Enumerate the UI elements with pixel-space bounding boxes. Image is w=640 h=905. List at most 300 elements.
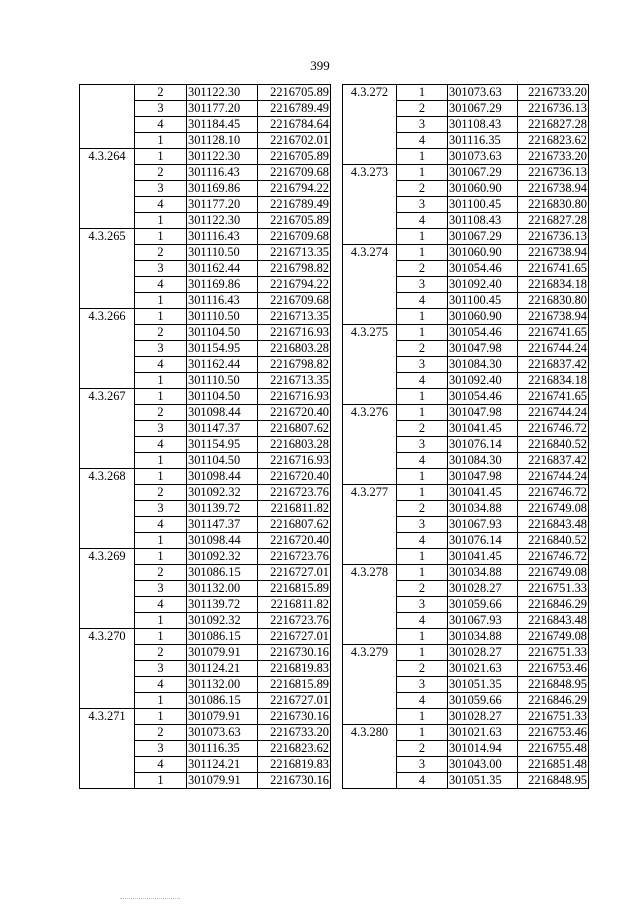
coordinate-row xyxy=(80,565,331,581)
coordinate-row xyxy=(80,277,331,293)
point-number: 3 xyxy=(135,261,187,277)
parcel-id: 4.3.264 xyxy=(80,149,135,165)
coordinate-row xyxy=(343,725,589,741)
y-coordinate: 2216741.65 xyxy=(518,325,589,341)
parcel-id: 4.3.267 xyxy=(80,389,135,405)
point-number: 3 xyxy=(397,517,448,533)
y-coordinate: 2216749.08 xyxy=(518,629,589,645)
coordinate-row xyxy=(343,757,589,773)
x-coordinate: 301041.45 xyxy=(448,549,518,565)
coordinate-row xyxy=(343,453,589,469)
x-coordinate: 301067.93 xyxy=(448,613,518,629)
x-coordinate: 301047.98 xyxy=(448,405,518,421)
coordinate-row xyxy=(343,149,589,165)
y-coordinate: 2216741.65 xyxy=(518,389,589,405)
parcel-id-empty xyxy=(343,597,397,613)
x-coordinate: 301092.40 xyxy=(448,373,518,389)
y-coordinate: 2216807.62 xyxy=(258,517,331,533)
point-number: 4 xyxy=(397,453,448,469)
y-coordinate: 2216840.52 xyxy=(518,437,589,453)
y-coordinate: 2216744.24 xyxy=(518,469,589,485)
coordinate-row xyxy=(80,517,331,533)
parcel-id-empty xyxy=(80,405,135,421)
y-coordinate: 2216733.20 xyxy=(518,85,589,101)
x-coordinate: 301084.30 xyxy=(448,357,518,373)
point-number: 4 xyxy=(397,293,448,309)
x-coordinate: 301067.29 xyxy=(448,165,518,181)
coordinate-row xyxy=(343,389,589,405)
point-number: 3 xyxy=(397,677,448,693)
point-number: 4 xyxy=(135,517,187,533)
x-coordinate: 301139.72 xyxy=(187,501,258,517)
x-coordinate: 301098.44 xyxy=(187,405,258,421)
x-coordinate: 301047.98 xyxy=(448,341,518,357)
parcel-id-empty xyxy=(343,277,397,293)
x-coordinate: 301116.43 xyxy=(187,229,258,245)
y-coordinate: 2216749.08 xyxy=(518,501,589,517)
parcel-id-empty xyxy=(343,469,397,485)
coordinate-row xyxy=(343,373,589,389)
coordinate-row xyxy=(80,293,331,309)
y-coordinate: 2216727.01 xyxy=(258,629,331,645)
point-number: 4 xyxy=(397,373,448,389)
y-coordinate: 2216823.62 xyxy=(518,133,589,149)
y-coordinate: 2216736.13 xyxy=(518,101,589,117)
x-coordinate: 301059.66 xyxy=(448,693,518,709)
point-number: 2 xyxy=(135,165,187,181)
y-coordinate: 2216716.93 xyxy=(258,453,331,469)
coordinate-row xyxy=(343,629,589,645)
page-number: 399 xyxy=(310,58,330,73)
parcel-id-empty xyxy=(343,181,397,197)
x-coordinate: 301162.44 xyxy=(187,261,258,277)
point-number: 2 xyxy=(397,501,448,517)
x-coordinate: 301079.91 xyxy=(187,709,258,725)
y-coordinate: 2216753.46 xyxy=(518,725,589,741)
parcel-id-empty xyxy=(343,197,397,213)
y-coordinate: 2216851.48 xyxy=(518,757,589,773)
parcel-id-empty xyxy=(343,213,397,229)
x-coordinate: 301084.30 xyxy=(448,453,518,469)
coordinate-row xyxy=(80,773,331,789)
x-coordinate: 301104.50 xyxy=(187,325,258,341)
parcel-id-empty xyxy=(80,645,135,661)
x-coordinate: 301116.43 xyxy=(187,293,258,309)
x-coordinate: 301132.00 xyxy=(187,581,258,597)
coordinate-row xyxy=(343,165,589,181)
parcel-id xyxy=(80,85,135,101)
coordinate-row xyxy=(343,325,589,341)
point-number: 1 xyxy=(135,389,187,405)
point-number: 2 xyxy=(135,565,187,581)
point-number: 1 xyxy=(135,309,187,325)
coordinate-row xyxy=(80,165,331,181)
x-coordinate: 301086.15 xyxy=(187,565,258,581)
y-coordinate: 2216713.35 xyxy=(258,245,331,261)
x-coordinate: 301104.50 xyxy=(187,389,258,405)
parcel-id-empty xyxy=(343,149,397,165)
y-coordinate: 2216713.35 xyxy=(258,373,331,389)
y-coordinate: 2216720.40 xyxy=(258,405,331,421)
y-coordinate: 2216834.18 xyxy=(518,373,589,389)
point-number: 3 xyxy=(397,437,448,453)
point-number: 3 xyxy=(135,341,187,357)
x-coordinate: 301073.63 xyxy=(448,149,518,165)
parcel-id-empty xyxy=(343,661,397,677)
parcel-id-empty xyxy=(80,325,135,341)
point-number: 1 xyxy=(397,645,448,661)
x-coordinate: 301034.88 xyxy=(448,629,518,645)
y-coordinate: 2216727.01 xyxy=(258,565,331,581)
y-coordinate: 2216815.89 xyxy=(258,581,331,597)
y-coordinate: 2216730.16 xyxy=(258,773,331,789)
x-coordinate: 301086.15 xyxy=(187,693,258,709)
point-number: 1 xyxy=(397,229,448,245)
x-coordinate: 301086.15 xyxy=(187,629,258,645)
coordinate-row xyxy=(343,181,589,197)
point-number: 1 xyxy=(135,149,187,165)
parcel-id-empty xyxy=(80,245,135,261)
point-number: 1 xyxy=(397,245,448,261)
x-coordinate: 301108.43 xyxy=(448,213,518,229)
point-number: 1 xyxy=(397,469,448,485)
parcel-id-empty xyxy=(80,197,135,213)
x-coordinate: 301028.27 xyxy=(448,709,518,725)
parcel-id-empty xyxy=(343,741,397,757)
coordinate-row xyxy=(80,85,331,101)
y-coordinate: 2216755.48 xyxy=(518,741,589,757)
x-coordinate: 301092.32 xyxy=(187,549,258,565)
x-coordinate: 301076.14 xyxy=(448,437,518,453)
parcel-id-empty xyxy=(343,389,397,405)
point-number: 3 xyxy=(135,181,187,197)
x-coordinate: 301122.30 xyxy=(187,85,258,101)
parcel-id-empty xyxy=(343,677,397,693)
parcel-id-empty xyxy=(80,517,135,533)
x-coordinate: 301034.88 xyxy=(448,501,518,517)
x-coordinate: 301132.00 xyxy=(187,677,258,693)
x-coordinate: 301054.46 xyxy=(448,325,518,341)
parcel-id-empty xyxy=(343,293,397,309)
x-coordinate: 301116.35 xyxy=(187,741,258,757)
x-coordinate: 301021.63 xyxy=(448,725,518,741)
parcel-id: 4.3.276 xyxy=(343,405,397,421)
coordinate-row xyxy=(80,597,331,613)
parcel-id-empty xyxy=(80,485,135,501)
parcel-id-empty xyxy=(80,357,135,373)
parcel-id-empty xyxy=(343,117,397,133)
coordinates-table-right xyxy=(342,84,589,789)
point-number: 3 xyxy=(397,277,448,293)
parcel-id-empty xyxy=(343,757,397,773)
parcel-id: 4.3.277 xyxy=(343,485,397,501)
parcel-id-empty xyxy=(80,501,135,517)
point-number: 4 xyxy=(397,133,448,149)
x-coordinate: 301060.90 xyxy=(448,181,518,197)
coordinate-row xyxy=(343,437,589,453)
point-number: 3 xyxy=(397,357,448,373)
parcel-id-empty xyxy=(80,101,135,117)
parcel-id-empty xyxy=(80,597,135,613)
parcel-id-empty xyxy=(80,565,135,581)
x-coordinate: 301051.35 xyxy=(448,677,518,693)
point-number: 3 xyxy=(397,597,448,613)
parcel-id-empty xyxy=(80,213,135,229)
y-coordinate: 2216720.40 xyxy=(258,533,331,549)
parcel-id-empty xyxy=(80,181,135,197)
point-number: 2 xyxy=(135,85,187,101)
point-number: 1 xyxy=(135,293,187,309)
point-number: 1 xyxy=(135,693,187,709)
x-coordinate: 301124.21 xyxy=(187,757,258,773)
point-number: 2 xyxy=(397,261,448,277)
coordinate-row xyxy=(80,741,331,757)
y-coordinate: 2216746.72 xyxy=(518,421,589,437)
parcel-id: 4.3.278 xyxy=(343,565,397,581)
x-coordinate: 301067.29 xyxy=(448,101,518,117)
parcel-id-empty xyxy=(80,613,135,629)
y-coordinate: 2216789.49 xyxy=(258,197,331,213)
x-coordinate: 301169.86 xyxy=(187,277,258,293)
point-number: 1 xyxy=(135,533,187,549)
y-coordinate: 2216803.28 xyxy=(258,437,331,453)
point-number: 1 xyxy=(397,725,448,741)
y-coordinate: 2216736.13 xyxy=(518,165,589,181)
point-number: 4 xyxy=(397,213,448,229)
x-coordinate: 301139.72 xyxy=(187,597,258,613)
x-coordinate: 301079.91 xyxy=(187,773,258,789)
y-coordinate: 2216744.24 xyxy=(518,341,589,357)
coordinate-row xyxy=(80,213,331,229)
x-coordinate: 301110.50 xyxy=(187,245,258,261)
point-number: 3 xyxy=(135,101,187,117)
point-number: 3 xyxy=(135,581,187,597)
parcel-id-empty xyxy=(80,437,135,453)
point-number: 1 xyxy=(135,213,187,229)
y-coordinate: 2216827.28 xyxy=(518,117,589,133)
x-coordinate: 301028.27 xyxy=(448,645,518,661)
parcel-id-empty xyxy=(80,677,135,693)
parcel-id-empty xyxy=(80,117,135,133)
x-coordinate: 301116.43 xyxy=(187,165,258,181)
coordinate-row xyxy=(343,309,589,325)
coordinate-row xyxy=(343,245,589,261)
coordinate-row xyxy=(80,261,331,277)
point-number: 4 xyxy=(135,357,187,373)
coordinate-row xyxy=(80,693,331,709)
x-coordinate: 301116.35 xyxy=(448,133,518,149)
parcel-id: 4.3.274 xyxy=(343,245,397,261)
coordinate-row xyxy=(80,133,331,149)
parcel-id-empty xyxy=(343,549,397,565)
parcel-id-empty xyxy=(343,517,397,533)
coordinate-row xyxy=(80,405,331,421)
y-coordinate: 2216848.95 xyxy=(518,773,589,789)
point-number: 1 xyxy=(397,85,448,101)
x-coordinate: 301154.95 xyxy=(187,437,258,453)
x-coordinate: 301147.37 xyxy=(187,517,258,533)
point-number: 2 xyxy=(397,661,448,677)
coordinate-row xyxy=(80,757,331,773)
y-coordinate: 2216705.89 xyxy=(258,213,331,229)
y-coordinate: 2216830.80 xyxy=(518,197,589,213)
x-coordinate: 301034.88 xyxy=(448,565,518,581)
parcel-id-empty xyxy=(343,421,397,437)
coordinate-row xyxy=(343,101,589,117)
y-coordinate: 2216727.01 xyxy=(258,693,331,709)
parcel-id-empty xyxy=(80,533,135,549)
point-number: 1 xyxy=(397,565,448,581)
point-number: 2 xyxy=(135,245,187,261)
x-coordinate: 301076.14 xyxy=(448,533,518,549)
x-coordinate: 301067.93 xyxy=(448,517,518,533)
coordinate-row xyxy=(343,741,589,757)
x-coordinate: 301177.20 xyxy=(187,101,258,117)
coordinate-row xyxy=(343,357,589,373)
y-coordinate: 2216749.08 xyxy=(518,565,589,581)
coordinate-row xyxy=(343,517,589,533)
coordinate-row xyxy=(80,709,331,725)
y-coordinate: 2216702.01 xyxy=(258,133,331,149)
y-coordinate: 2216720.40 xyxy=(258,469,331,485)
coordinate-row xyxy=(80,197,331,213)
x-coordinate: 301041.45 xyxy=(448,421,518,437)
y-coordinate: 2216751.33 xyxy=(518,645,589,661)
coordinate-row xyxy=(343,613,589,629)
y-coordinate: 2216730.16 xyxy=(258,709,331,725)
x-coordinate: 301060.90 xyxy=(448,245,518,261)
point-number: 4 xyxy=(397,533,448,549)
parcel-id-empty xyxy=(343,373,397,389)
x-coordinate: 301047.98 xyxy=(448,469,518,485)
parcel-id-empty xyxy=(80,581,135,597)
point-number: 1 xyxy=(135,133,187,149)
parcel-id-empty xyxy=(80,757,135,773)
x-coordinate: 301092.32 xyxy=(187,485,258,501)
parcel-id-empty xyxy=(80,341,135,357)
parcel-id: 4.3.269 xyxy=(80,549,135,565)
parcel-id: 4.3.280 xyxy=(343,725,397,741)
point-number: 1 xyxy=(397,709,448,725)
parcel-id-empty xyxy=(80,261,135,277)
y-coordinate: 2216716.93 xyxy=(258,389,331,405)
y-coordinate: 2216843.48 xyxy=(518,517,589,533)
parcel-id-empty xyxy=(343,133,397,149)
y-coordinate: 2216819.83 xyxy=(258,757,331,773)
y-coordinate: 2216815.89 xyxy=(258,677,331,693)
coordinate-row xyxy=(343,645,589,661)
point-number: 2 xyxy=(397,421,448,437)
y-coordinate: 2216751.33 xyxy=(518,581,589,597)
x-coordinate: 301110.50 xyxy=(187,309,258,325)
parcel-id-empty xyxy=(343,453,397,469)
x-coordinate: 301169.86 xyxy=(187,181,258,197)
point-number: 1 xyxy=(397,309,448,325)
coordinate-row xyxy=(80,453,331,469)
point-number: 1 xyxy=(397,389,448,405)
parcel-id: 4.3.266 xyxy=(80,309,135,325)
coordinate-row xyxy=(80,661,331,677)
point-number: 2 xyxy=(135,725,187,741)
coordinate-row xyxy=(343,485,589,501)
y-coordinate: 2216843.48 xyxy=(518,613,589,629)
x-coordinate: 301100.45 xyxy=(448,197,518,213)
y-coordinate: 2216709.68 xyxy=(258,229,331,245)
coordinate-row xyxy=(80,229,331,245)
y-coordinate: 2216744.24 xyxy=(518,405,589,421)
coordinate-row xyxy=(343,693,589,709)
coordinate-row xyxy=(80,357,331,373)
coordinate-row xyxy=(343,213,589,229)
y-coordinate: 2216733.20 xyxy=(518,149,589,165)
coordinate-row xyxy=(343,117,589,133)
point-number: 2 xyxy=(135,645,187,661)
x-coordinate: 301092.32 xyxy=(187,613,258,629)
y-coordinate: 2216709.68 xyxy=(258,293,331,309)
point-number: 3 xyxy=(135,421,187,437)
y-coordinate: 2216738.94 xyxy=(518,309,589,325)
coordinate-row xyxy=(343,501,589,517)
coordinate-row xyxy=(343,229,589,245)
coordinate-row xyxy=(80,629,331,645)
coordinate-row xyxy=(80,181,331,197)
parcel-id-empty xyxy=(343,709,397,725)
coordinate-row xyxy=(80,677,331,693)
x-coordinate: 301098.44 xyxy=(187,533,258,549)
x-coordinate: 301041.45 xyxy=(448,485,518,501)
point-number: 4 xyxy=(397,613,448,629)
coordinate-row xyxy=(80,501,331,517)
point-number: 1 xyxy=(397,629,448,645)
point-number: 2 xyxy=(135,405,187,421)
coordinate-row xyxy=(343,597,589,613)
parcel-id: 4.3.265 xyxy=(80,229,135,245)
coordinate-row xyxy=(343,405,589,421)
x-coordinate: 301110.50 xyxy=(187,373,258,389)
parcel-id-empty xyxy=(343,229,397,245)
x-coordinate: 301054.46 xyxy=(448,389,518,405)
point-number: 1 xyxy=(397,325,448,341)
x-coordinate: 301128.10 xyxy=(187,133,258,149)
x-coordinate: 301014.94 xyxy=(448,741,518,757)
y-coordinate: 2216705.89 xyxy=(258,149,331,165)
coordinate-row xyxy=(80,149,331,165)
x-coordinate: 301154.95 xyxy=(187,341,258,357)
parcel-id-empty xyxy=(80,725,135,741)
coordinate-row xyxy=(80,725,331,741)
point-number: 1 xyxy=(397,165,448,181)
coordinate-row xyxy=(80,437,331,453)
parcel-id: 4.3.271 xyxy=(80,709,135,725)
x-coordinate: 301124.21 xyxy=(187,661,258,677)
point-number: 4 xyxy=(135,117,187,133)
parcel-id-empty xyxy=(80,373,135,389)
parcel-id-empty xyxy=(80,165,135,181)
coordinate-row xyxy=(343,85,589,101)
coordinate-row xyxy=(343,277,589,293)
y-coordinate: 2216741.65 xyxy=(518,261,589,277)
point-number: 1 xyxy=(135,613,187,629)
y-coordinate: 2216733.20 xyxy=(258,725,331,741)
y-coordinate: 2216811.82 xyxy=(258,501,331,517)
y-coordinate: 2216794.22 xyxy=(258,277,331,293)
parcel-id-empty xyxy=(343,437,397,453)
point-number: 1 xyxy=(135,373,187,389)
scan-edge-mark xyxy=(120,898,180,900)
y-coordinate: 2216751.33 xyxy=(518,709,589,725)
coordinate-row xyxy=(80,309,331,325)
point-number: 4 xyxy=(135,597,187,613)
